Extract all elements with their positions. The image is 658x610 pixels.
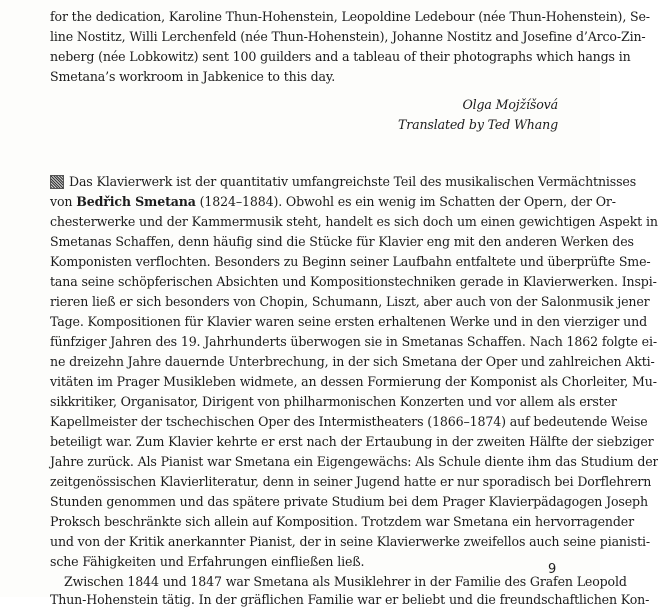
german-line-10: ne dreizehn Jahre dauernde Unterbrechung, in der sich Smetana der Oper und zahlreichen Akti- [50,354,655,369]
german-line-15: Jahre zurück. Als Pianist war Smetana ein Eigengewächs: Als Schule diente ihm das Studium der [50,454,658,469]
german-line-11: vitäten im Prager Musikleben widmete, an dessen Formierung der Komponist als Chorleiter, Mu- [50,374,657,389]
german-line-14: beteiligt war. Zum Klavier kehrte er erst nach der Ertaubung in der zweiten Hälfte der siebziger [50,434,654,449]
german-line-12: sikkritiker, Organisator, Dirigent von philharmonischen Konzerten und vor allem als erster [50,394,617,409]
german-line-2-prefix: von [50,194,73,209]
german-line-18: Proksch beschränkte sich allein auf Komposition. Trotzdem war Smetana ein hervorragender [50,514,634,529]
german-line-17: Stunden genommen und das spätere private Studium bei dem Prager Klavierpädagogen Joseph [50,494,648,509]
english-line-3: neberg (née Lobkowitz) sent 100 guilders and a tableau of their photographs which hangs in [50,49,631,64]
language-marker-icon [50,175,64,189]
german-line-4: Smetanas Schaffen, denn häufig sind die Stücke für Klavier eng mit den anderen Werken des [50,234,634,249]
german-line-2 [50,192,616,212]
english-line-1: for the dedication, Karoline Thun-Hohenstein, Leopoldine Ledebour (née Thun-Hohenstein), Se- [50,9,650,24]
german-line-1: Das Klavierwerk ist der quantitativ umfangreichste Teil des musikalischen Vermächtnisses [69,174,637,189]
german-line-20: sche Fähigkeiten und Erfahrungen einfließen ließ. [50,554,365,569]
german-line-2-suffix: (1824–1884). Obwohl es ein wenig im Schatten der Opern, der Or- [199,194,616,209]
english-line-2: line Nostitz, Willi Lerchenfeld (née Thun-Hohenstein), Johanne Nostitz and Josefine d’Arco-Zin- [50,29,646,44]
composer-name: Bedřich Smetana [76,194,196,209]
german-line-6: tana seine schöpferischen Absichten und Kompositionstechniken gerade in Klavierwerken. Inspi- [50,274,657,289]
german-line-16: zeitgenössischen Klavierliteratur, denn in seiner Jugend hatte er nur sporadisch bei Dorflehrern [50,474,652,489]
german-line-19: und von der Kritik anerkannter Pianist, der in seine Klavierwerke zweifellos auch seine pianisti- [50,534,650,549]
german-line-8: Tage. Kompositionen für Klavier waren seine ersten erhaltenen Werke und in den vierziger und [50,314,647,329]
german-line-22: Thun-Hohenstein tätig. In der gräflichen Familie war er beliebt und die freundschaftlichen Kon- [50,592,650,607]
german-line-7: rieren ließ er sich besonders von Chopin, Schumann, Liszt, aber auch von der Salonmusik jener [50,294,650,309]
german-line-3: chesterwerke und der Kammermusik steht, handelt es sich doch um einen gewichtigen Aspekt in [50,214,658,229]
page-number: 9 [548,562,557,577]
translator-credit: Translated by Ted Whang [397,117,558,132]
german-line-9: fünfziger Jahren des 19. Jahrhunderts überwogen sie in Smetanas Schaffen. Nach 1862 folgte ei- [50,334,657,349]
german-line-13: Kapellmeister der tschechischen Oper des Intermistheaters (1866–1874) auf bedeutende Weise [50,414,648,429]
german-line-5: Komponisten verflochten. Besonders zu Beginn seiner Laufbahn entfaltete und überprüfte Sme- [50,254,651,269]
german-line-21: Zwischen 1844 und 1847 war Smetana als Musiklehrer in der Familie des Grafen Leopold [64,574,627,589]
author-credit: Olga Mojžíšová [462,97,558,112]
english-line-4: Smetana’s workroom in Jabkenice to this day. [50,69,336,84]
